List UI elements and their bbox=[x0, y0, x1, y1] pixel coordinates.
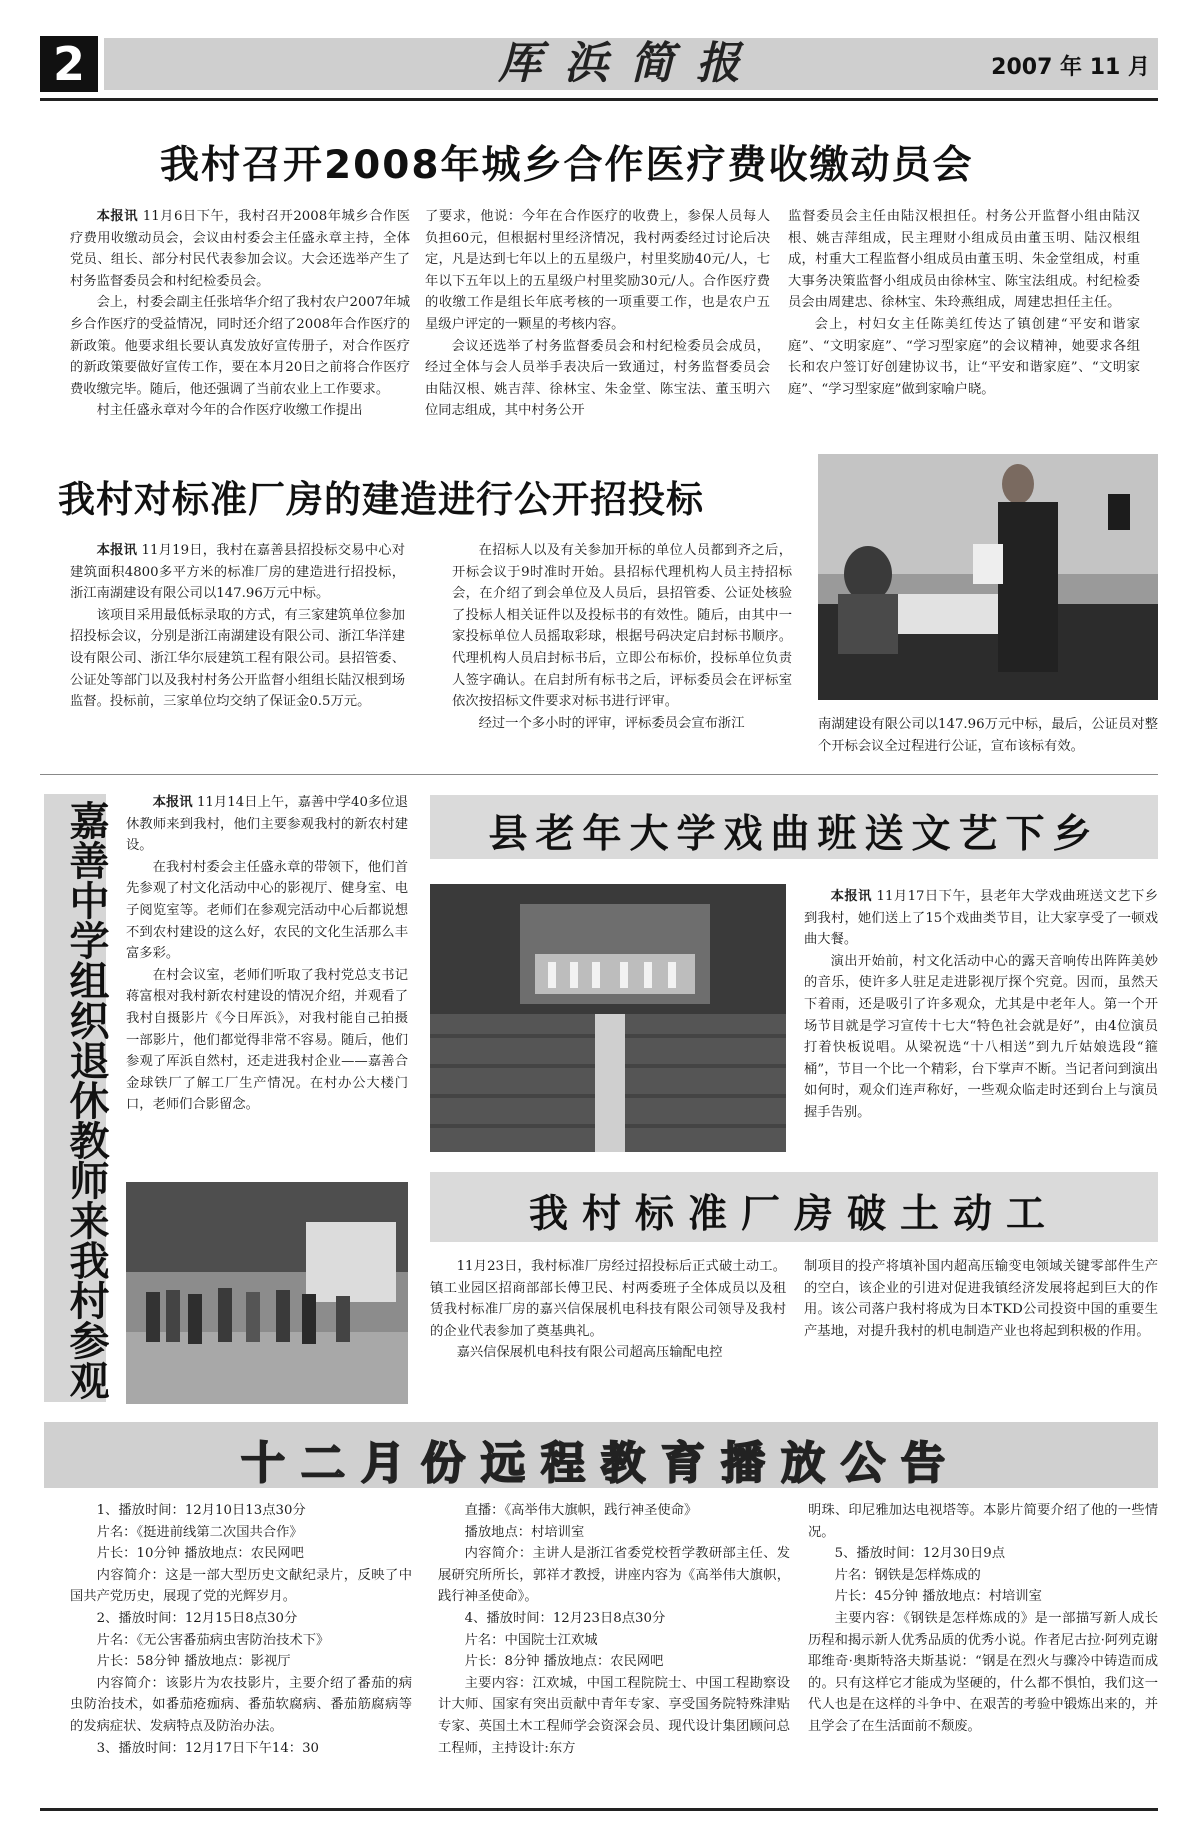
opera-photo bbox=[430, 884, 786, 1152]
article5-col2 bbox=[804, 1256, 1158, 1342]
schedule-item3-summary: 内容简介：主讲人是浙江省委党校哲学教研部主任、发展研究所所长，郭祥才教授，讲座内容为《高举伟大旗帜，践行神圣使命》。 bbox=[438, 1546, 790, 1605]
article4-body bbox=[804, 886, 1158, 1124]
teachers-photo bbox=[126, 1182, 408, 1404]
article3-lead: 本报讯 bbox=[152, 795, 193, 810]
article2-title: 我村对标准厂房的建造进行公开招投标 bbox=[58, 478, 704, 521]
article1-p4: 了要求，他说：今年在合作医疗的收费上，参保人员每人负担60元，但根据村里经济情况，我村两委经过讨论后决定，凡是达到七年以上的五星级户，村里奖励40元/人，七年以下五年以上的五星级户村里奖励30元/人。合作医疗费的收缴工作是组长年底考核的一项重要工作，也是农户五星级户评定的一颗星的考核内容。 bbox=[425, 209, 770, 332]
schedule-item5-length: 片长：45分钟 播放地点：村培训室 bbox=[834, 1589, 1042, 1605]
masthead bbox=[440, 38, 820, 90]
schedule-item1-length: 片长：10分钟 播放地点：农民网吧 bbox=[96, 1546, 304, 1562]
schedule-item1-summary: 内容简介：这是一部大型历史文献纪录片，反映了中国共产党历史，展现了党的光辉岁月。 bbox=[70, 1567, 412, 1605]
article4-p1: 本报讯 11月17日下午，县老年大学戏曲班送文艺下乡到我村，她们送上了15个戏曲类节目，让大家享受了一顿戏曲大餐。 bbox=[804, 889, 1159, 948]
schedule-item4-time: 4、播放时间：12月23日8点30分 bbox=[464, 1610, 666, 1626]
page-number: 2 bbox=[52, 37, 85, 91]
article1-p5: 会议还选举了村务监督委员会和村纪检委员会成员，经过全体与会人员举手表决后一致通过，村务监督委员会由陆汉根、姚吉萍、徐林宝、朱金堂、陈宝法、董玉明六位同志组成，其中村务公开 bbox=[425, 338, 770, 419]
article5-title: 我村标准厂房破土动工 bbox=[528, 1192, 1059, 1237]
schedule-item1-time: 1、播放时间：12月10日13点30分 bbox=[96, 1503, 306, 1518]
article3-p1: 本报讯 11月14日上午，嘉善中学40多位退休教师来到我村，他们主要参观我村的新农村建设。 bbox=[126, 795, 409, 854]
article2-col1 bbox=[70, 540, 405, 713]
article1-p7: 会上，村妇女主任陈美红传达了镇创建“平安和谐家庭”、“文明家庭”、“学习型家庭”的会议精神，她要求各组长和农户签订好创建协议书，让“平安和谐家庭”、“文明家庭”、“学习型家庭”做到家喻户晓。 bbox=[788, 316, 1140, 397]
masthead-title: 厍浜简报 bbox=[498, 38, 762, 89]
schedule-item2-summary: 内容简介：该影片为农技影片，主要介绍了番茄的病虫防治技术，如番茄疮痂病、番茄软腐病、番茄筋腐病等的发病症状、发病特点及防治办法。 bbox=[70, 1675, 412, 1734]
article6-col3 bbox=[808, 1500, 1158, 1738]
footer-rule bbox=[40, 1808, 1158, 1811]
article3-p3: 在村会议室，老师们听取了我村党总支书记蒋富根对我村新农村建设的情况介绍，并观看了我村自摄影片《今日厍浜》，对我村能自己拍摄一部影片，他们都觉得非常不容易。随后，他们参观了厍浜自然村，还走进我村企业——嘉善合金球铁厂了解工厂生产情况。在村办公大楼门口，老师们合影留念。 bbox=[126, 967, 408, 1113]
section-rule bbox=[40, 774, 1158, 775]
article6-title: 十二月份远程教育播放公告 bbox=[241, 1438, 961, 1489]
article5-col1 bbox=[430, 1256, 786, 1364]
article1-p6: 监督委员会主任由陆汉根担任。村务公开监督小组由陆汉根、姚吉萍组成，民主理财小组成员由董玉明、陆汉根组成，村重大工程监督小组成员由董玉明、朱金堂组成，村重大事务决策监督小组成员由徐林宝、陈宝法组成。村纪检委员会由周建忠、徐林宝、朱玲燕组成，周建忠担任主任。 bbox=[788, 209, 1140, 311]
article1-col2 bbox=[425, 206, 770, 422]
article6-col2 bbox=[438, 1500, 790, 1759]
schedule-item2-time: 2、播放时间：12月15日8点30分 bbox=[96, 1610, 298, 1626]
article4-title: 县老年大学戏曲班送文艺下乡 bbox=[488, 812, 1100, 857]
article3-title-text: 嘉善中学组织退休教师来我村参观 bbox=[63, 800, 109, 1400]
article2-p2: 该项目采用最低标录取的方式，有三家建筑单位参加招投标会议，分别是浙江南湖建设有限公司、浙江华洋建设有限公司、浙江华尔辰建筑工程有限公司。县招管委、公证处等部门以及我村村务公开监督小组组长陆汉根到场监督。投标前，三家单位均交纳了保证金0.5万元。 bbox=[70, 607, 405, 710]
bidding-photo bbox=[818, 454, 1158, 700]
schedule-item4-title: 片名：中国院士江欢城 bbox=[464, 1632, 598, 1648]
schedule-item3-place: 播放地点：村培训室 bbox=[464, 1524, 585, 1540]
article3-p2: 在我村村委会主任盛永章的带领下，他们首先参观了村文化活动中心的影视厅、健身室、电子阅览室等。老师们在参观完活动中心后都说想不到农村建设的这么好，农民的文化生活那么丰富多彩。 bbox=[126, 859, 408, 962]
schedule-item2-title: 片名：《无公害番茄病虫害防治技术下》 bbox=[96, 1632, 330, 1648]
article2-p3: 在招标人以及有关参加开标的单位人员都到齐之后，开标会议于9时准时开始。县招标代理机构人员主持招标会，在介绍了到会单位及人员后，县招管委、公证处核验了投标人相关证件以及投标书的有效性。随后，由其中一家投标单位人员摇取彩球，根据号码决定启封标书顺序。代理机构人员启封标书后，立即公布标价，投标单位负责人签字确认。在启封所有标书之后，评标委员会在评标室依次按招标文件要求对标书进行评审。 bbox=[452, 543, 792, 710]
schedule-item3-title: 直播：《高举伟大旗帜，践行神圣使命》 bbox=[464, 1503, 698, 1518]
opera-photo-image bbox=[430, 884, 786, 1152]
article1-col3 bbox=[788, 206, 1140, 400]
article1-title: 我村召开2008年城乡合作医疗费收缴动员会 bbox=[160, 143, 974, 188]
issue-date: 2007 年 11 月 bbox=[991, 55, 1150, 80]
schedule-item5-summary: 主要内容：《钢铁是怎样炼成的》是一部描写新人成长历程和揭示新人优秀品质的优秀小说。作者尼古拉·阿列克谢耶维奇·奥斯特洛夫斯基说：“钢是在烈火与骤冷中铸造而成的。只有这样它才能成为坚硬的，什么都不惧怕，我们这一代人也是在这样的斗争中、在艰苦的考验中锻炼出来的，并且学会了在生活面前不颓废。 bbox=[808, 1610, 1158, 1734]
schedule-item4-length: 片长：8分钟 播放地点：农民网吧 bbox=[464, 1654, 664, 1670]
article3-body bbox=[126, 792, 408, 1116]
article5-p1: 11月23日，我村标准厂房经过招投标后正式破土动工。镇工业园区招商部部长傅卫民、村两委班子全体成员以及租赁我村标准厂房的嘉兴信保展机电科技有限公司领导及我村的企业代表参加了奠基典礼。 bbox=[430, 1259, 786, 1339]
article1-p3: 村主任盛永章对今年的合作医疗收缴工作提出 bbox=[96, 403, 363, 419]
schedule-item3-time: 3、播放时间：12月17日下午14：30 bbox=[96, 1740, 319, 1756]
schedule-item5-time: 5、播放时间：12月30日9点 bbox=[834, 1546, 1006, 1562]
article5-p3: 制项目的投产将填补国内超高压输变电领域关键零部件生产的空白，该企业的引进对促进我镇经济发展将起到巨大的作用。该公司落户我村将成为日本TKD公司投资中国的重要生产基地，对提升我村的机电制造产业也将起到积极的作用。 bbox=[804, 1259, 1158, 1339]
article6-col1 bbox=[70, 1500, 412, 1759]
teachers-photo-image bbox=[126, 1182, 408, 1404]
article5-p2: 嘉兴信保展机电科技有限公司超高压输配电控 bbox=[456, 1345, 723, 1361]
article1-lead: 本报讯 bbox=[96, 209, 138, 224]
page-number-box bbox=[40, 36, 98, 92]
bidding-photo-caption: 南湖建设有限公司以147.96万元中标，最后，公证员对整个开标会议全过程进行公证，宣布该标有效。 bbox=[818, 717, 1158, 754]
article2-col2 bbox=[452, 540, 792, 734]
article2-p4: 经过一个多小时的评审，评标委员会宣布浙江 bbox=[478, 715, 745, 731]
article1-p1: 本报讯 11月6日下午，我村召开2008年城乡合作医疗费用收缴动员会，会议由村委会主任盛永章主持，全体党员、组长、部分村民代表参加会议。大会还选举产生了村务监督委员会和村纪检委员会。 bbox=[70, 209, 410, 289]
schedule-item1-title: 片名：《挺进前线第二次国共合作》 bbox=[96, 1524, 303, 1540]
article2-lead: 本报讯 bbox=[96, 543, 138, 558]
article1-col1 bbox=[70, 206, 410, 422]
schedule-item4-summary: 主要内容：江欢城，中国工程院院士、中国工程勘察设计大师、国家有突出贡献中青年专家、享受国务院特殊津贴专家、英国土木工程师学会资深会员、现代设计集团顾问总工程师，主持设计:东方 bbox=[438, 1675, 790, 1756]
schedule-item4-summary-cont: 明珠、印尼雅加达电视塔等。本影片简要介绍了他的一些情况。 bbox=[808, 1503, 1158, 1540]
bidding-photo-image bbox=[818, 454, 1158, 700]
schedule-item2-length: 片长：58分钟 播放地点：影视厅 bbox=[96, 1654, 291, 1670]
article3-vertical-title bbox=[44, 800, 109, 1400]
header-rule bbox=[40, 98, 1158, 101]
article4-lead: 本报讯 bbox=[830, 889, 872, 904]
article1-p2: 会上，村委会副主任张培华介绍了我村农户2007年城乡合作医疗的受益情况，同时还介绍了2008年合作医疗的新政策。他要求组长要认真发放好宣传册子，对合作医疗的新政策要做好宣传工作，要在本月20日之前将合作医疗费收缴完毕。随后，他还强调了当前农业上工作要求。 bbox=[70, 295, 410, 397]
schedule-item5-title: 片名：钢铁是怎样炼成的 bbox=[834, 1567, 981, 1583]
article4-p2: 演出开始前，村文化活动中心的露天音响传出阵阵美妙的音乐，使许多人驻足走进影视厅探个究竟。因而，虽然天下着雨，还是吸引了许多观众，尤其是中老年人。第一个开场节目就是学习宣传十七大“特色社会就是好”，由4位演员打着快板说唱。从梁祝选“十八相送”到九斤姑娘选段“箍桶”，节目一个比一个精彩，台下掌声不断。当记者问到演出如何时，观众们连声称好，一些观众临走时还到台上与演员握手告别。 bbox=[804, 953, 1158, 1120]
article2-p1: 本报讯 11月19日，我村在嘉善县招投标交易中心对建筑面积4800多平方米的标准厂房的建造进行招投标，浙江南湖建设有限公司以147.96万元中标。 bbox=[70, 543, 406, 602]
